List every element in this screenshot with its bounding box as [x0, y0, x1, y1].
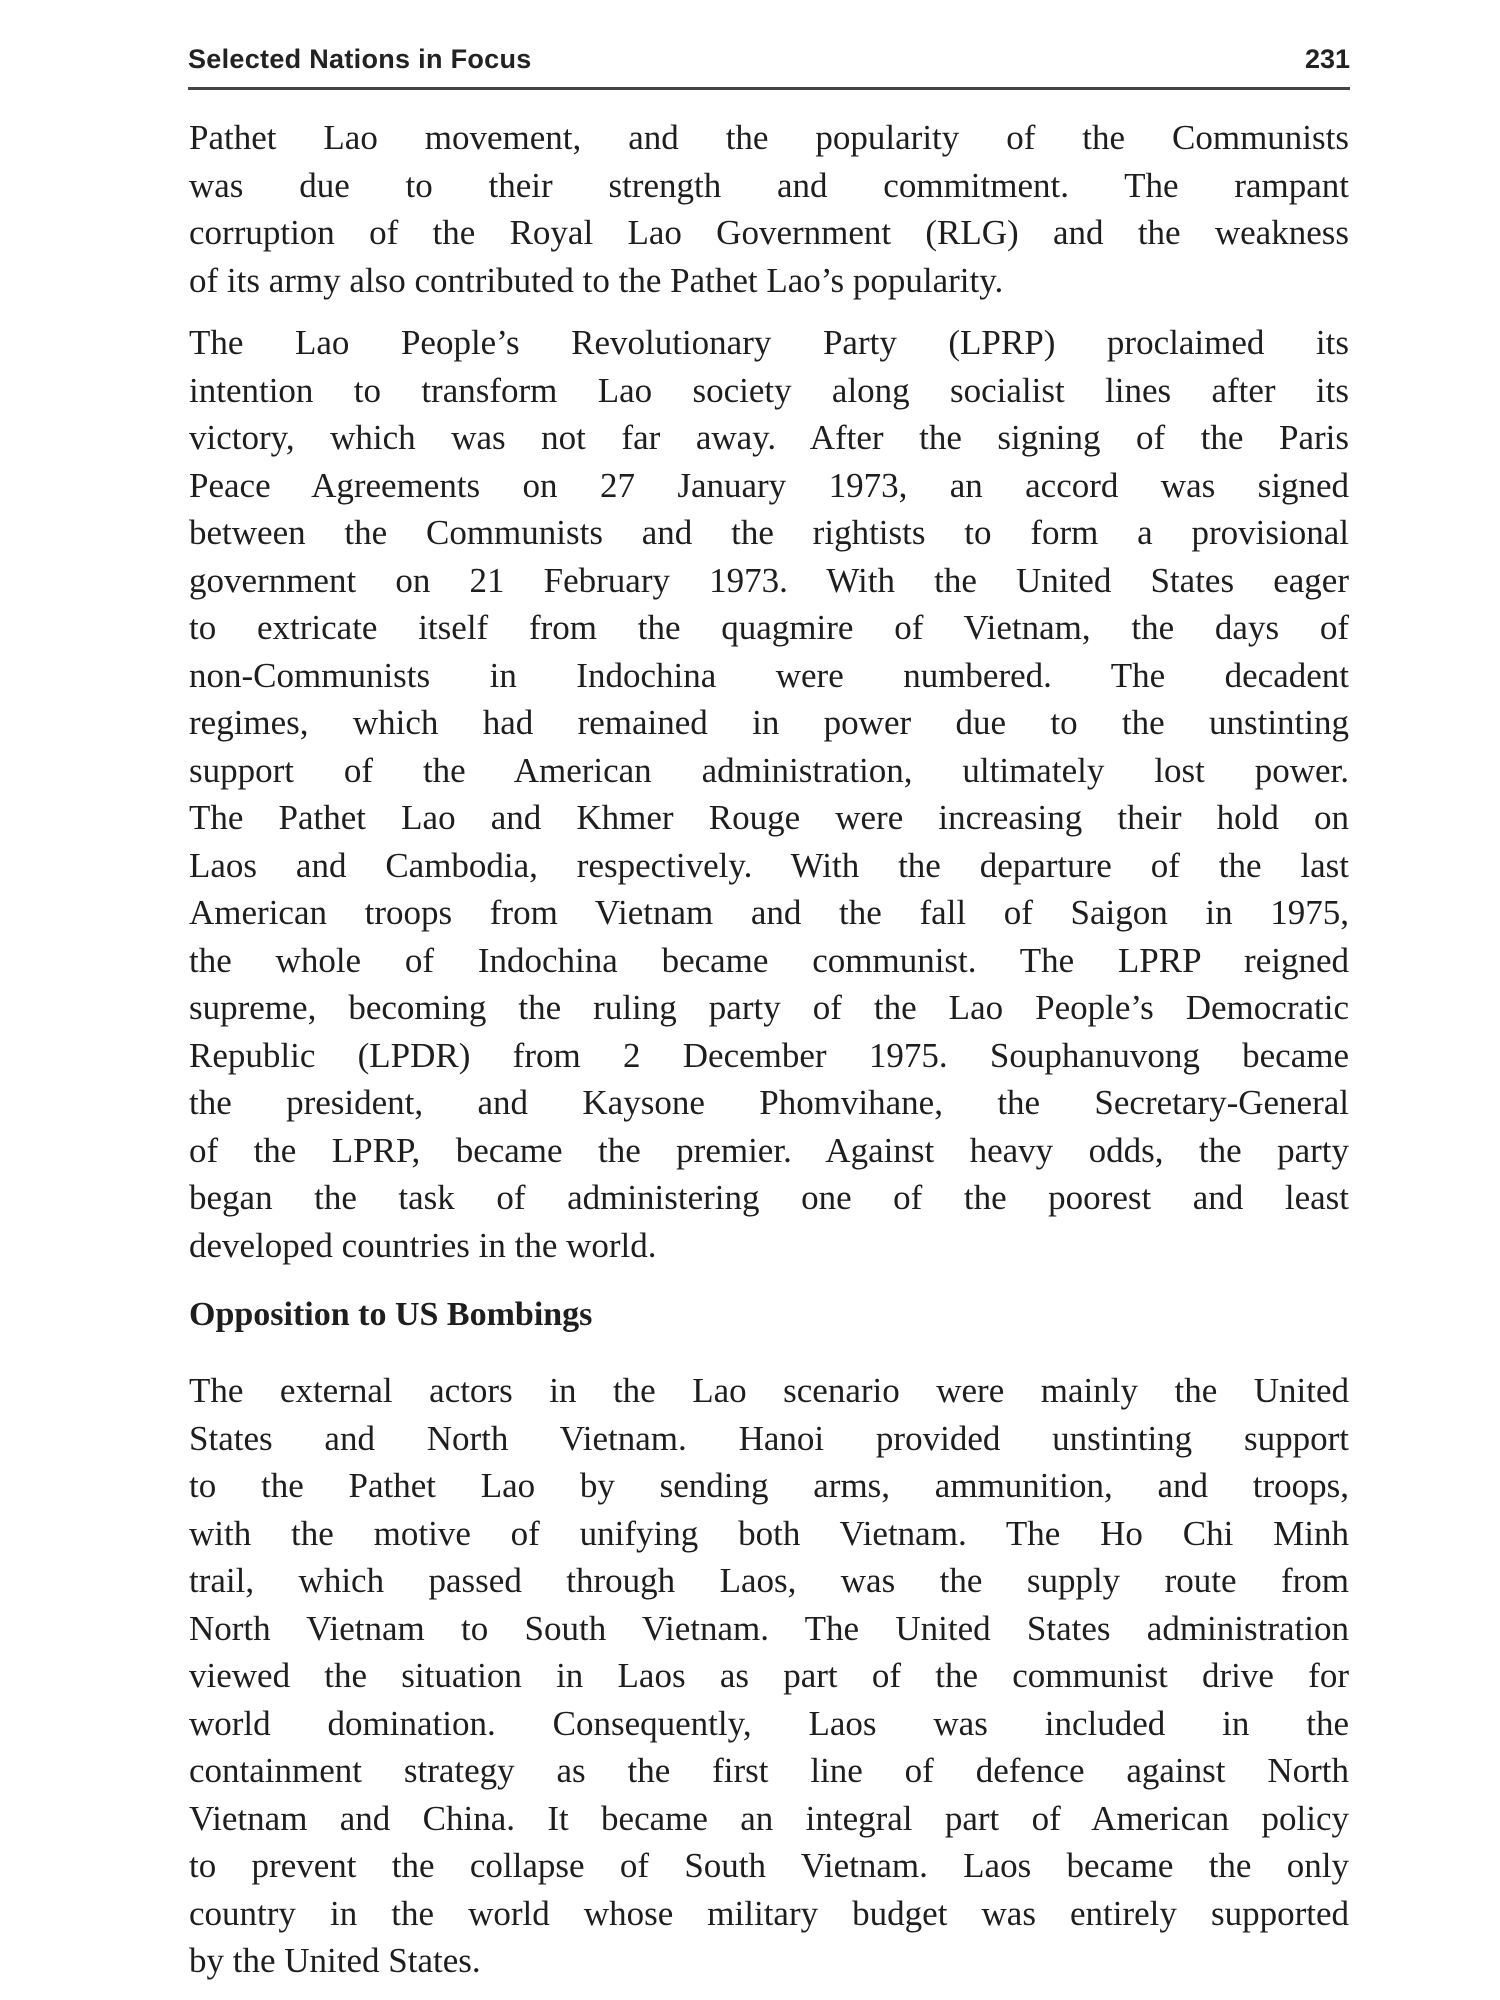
text-line: Pathet Lao movement, and the popularity of the Communists [189, 118, 1349, 157]
page-number: 231 [1304, 44, 1350, 74]
text-line: regimes, which had remained in power due to the unstinting [189, 703, 1349, 742]
text-line: supreme, becoming the ruling party of the Lao People’s Democratic [189, 988, 1349, 1027]
text-line: began the task of administering one of the poorest and least [189, 1178, 1349, 1217]
text-line: world domination. Consequently, Laos was included in the [189, 1703, 1349, 1743]
running-header [188, 44, 1350, 80]
text-line: country in the world whose military budget was entirely supported [189, 1893, 1349, 1933]
text-line: Vietnam and China. It became an integral part of American policy [189, 1798, 1349, 1838]
text-line: trail, which passed through Laos, was the supply route from [189, 1561, 1349, 1600]
text-line: Peace Agreements on 27 January 1973, an accord was signed [189, 465, 1349, 505]
text-line: of the LPRP, became the premier. Against heavy odds, the party [189, 1130, 1349, 1170]
text-line: was due to their strength and commitment. The rampant [189, 165, 1349, 205]
text-line: the president, and Kaysone Phomvihane, the Secretary-General [189, 1083, 1349, 1122]
paragraph-1 [189, 114, 1349, 304]
text-line: with the motive of unifying both Vietnam. The Ho Chi Minh [189, 1513, 1349, 1553]
header-rule [188, 87, 1350, 90]
text-line: Laos and Cambodia, respectively. With the departure of the last [189, 845, 1349, 885]
text-line: The Pathet Lao and Khmer Rouge were increasing their hold on [189, 798, 1349, 837]
text-line: American troops from Vietnam and the fall of Saigon in 1975, [189, 893, 1349, 932]
text-line: the whole of Indochina became communist. The LPRP reigned [189, 940, 1349, 980]
text-line: viewed the situation in Laos as part of the communist drive for [189, 1656, 1349, 1695]
text-line: by the United States. [189, 1941, 481, 1980]
section-heading: Opposition to US Bombings [189, 1296, 593, 1333]
text-line: to prevent the collapse of South Vietnam. Laos became the only [189, 1846, 1349, 1885]
text-line: Republic (LPDR) from 2 December 1975. Souphanuvong became [189, 1035, 1349, 1075]
text-line: The external actors in the Lao scenario were mainly the United [189, 1371, 1349, 1410]
text-line: of its army also contributed to the Pathet Lao’s popularity. [189, 260, 1004, 300]
text-line: between the Communists and the rightists to form a provisional [189, 513, 1349, 552]
text-line: States and North Vietnam. Hanoi provided unstinting support [189, 1418, 1349, 1458]
text-line: corruption of the Royal Lao Government (RLG) and the weakness [189, 213, 1349, 252]
text-line: containment strategy as the first line of defence against North [189, 1751, 1349, 1790]
text-line: developed countries in the world. [189, 1225, 657, 1265]
paragraph-3 [189, 1367, 1349, 1985]
text-line: government on 21 February 1973. With the United States eager [189, 560, 1349, 600]
text-line: intention to transform Lao society along socialist lines after its [189, 370, 1349, 410]
text-line: to extricate itself from the quagmire of Vietnam, the days of [189, 608, 1349, 647]
text-line: support of the American administration, ultimately lost power. [189, 750, 1349, 790]
text-line: victory, which was not far away. After the signing of the Paris [189, 418, 1349, 457]
text-line: non-Communists in Indochina were numbered. The decadent [189, 655, 1349, 695]
text-line: The Lao People’s Revolutionary Party (LPRP) proclaimed its [189, 323, 1349, 362]
paragraph-2 [189, 319, 1349, 1269]
text-line: North Vietnam to South Vietnam. The United States administration [189, 1608, 1349, 1648]
text-line: to the Pathet Lao by sending arms, ammunition, and troops, [189, 1466, 1349, 1505]
running-title: Selected Nations in Focus [188, 44, 532, 74]
